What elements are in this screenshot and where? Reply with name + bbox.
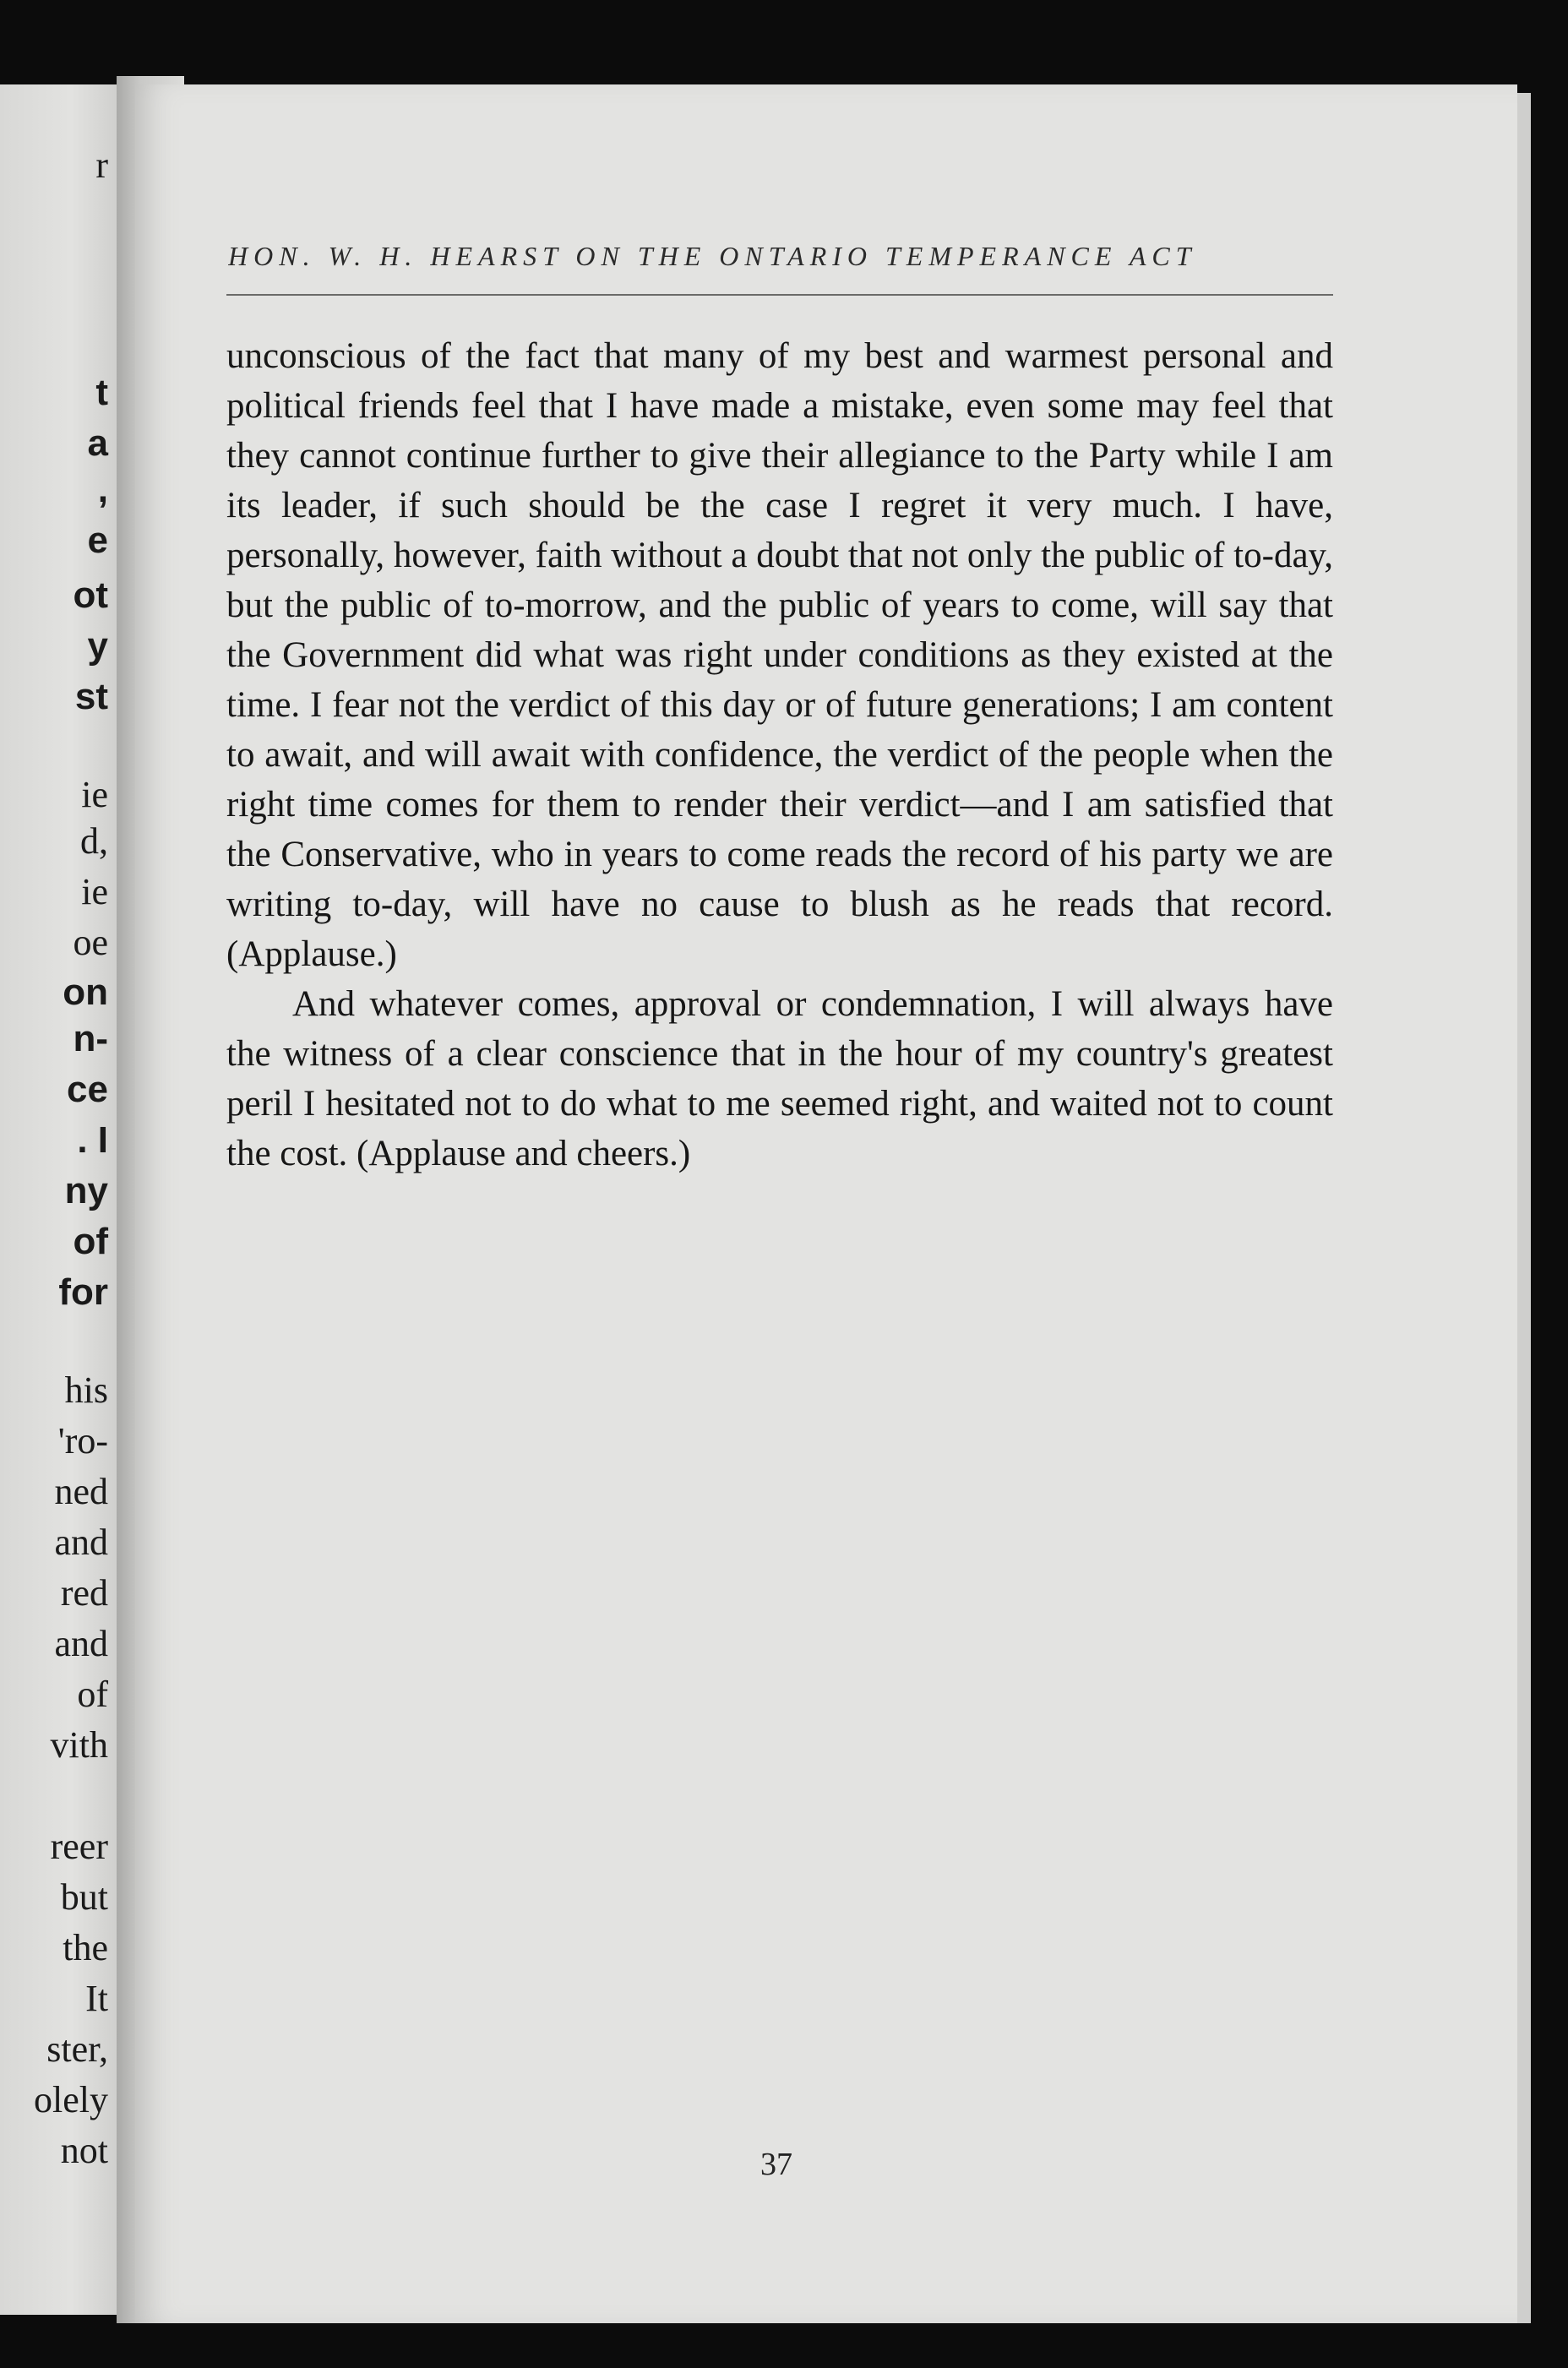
previous-page-line: and: [54, 1623, 108, 1664]
previous-page-line: e: [87, 520, 108, 561]
body-text: [226, 331, 1333, 1179]
previous-page-line: r: [95, 144, 108, 186]
previous-page-line: ned: [54, 1471, 108, 1512]
previous-page-line: ,: [97, 469, 108, 510]
previous-page-line: y: [87, 625, 108, 667]
previous-page-line: but: [60, 1876, 108, 1918]
page-edge: [1517, 93, 1531, 2323]
previous-page-line: ie: [81, 774, 108, 815]
previous-page-line: ster,: [46, 2028, 108, 2070]
previous-page-line: his: [64, 1369, 108, 1411]
running-head: HON. W. H. HEARST ON THE ONTARIO TEMPERANCE ACT: [228, 241, 1197, 271]
previous-page-fragment: [0, 84, 118, 2315]
previous-page-line: 'ro-: [57, 1420, 108, 1462]
previous-page-line: ny: [64, 1170, 108, 1211]
header-rule: [226, 294, 1333, 296]
previous-page-line: for: [58, 1271, 108, 1313]
previous-page-line: ie: [81, 871, 108, 912]
previous-page-line: ce: [67, 1069, 108, 1110]
previous-page-line: vith: [50, 1724, 108, 1766]
previous-page-line: reer: [50, 1826, 108, 1867]
previous-page-line: t: [95, 372, 108, 413]
previous-page-line: of: [73, 1221, 108, 1262]
previous-page-line: not: [60, 2130, 108, 2171]
previous-page-line: ot: [73, 574, 108, 616]
previous-page-line: It: [85, 1978, 108, 2019]
paragraph: And whatever comes, approval or condemnation, I will always have the witness of a clear conscience that in the hour of my country's greatest peril I hesitated not to do what to me seemed right, and waited not to count the cost. (Applause and cheers.): [226, 984, 1333, 1173]
previous-page-line: of: [77, 1674, 108, 1715]
previous-page-line: d,: [80, 820, 108, 862]
book-page: [135, 84, 1517, 2323]
page-number: 37: [760, 2147, 792, 2182]
previous-page-line: st: [74, 676, 108, 717]
previous-page-line: n-: [73, 1018, 108, 1059]
previous-page-line: olely: [34, 2079, 108, 2120]
paragraph: unconscious of the fact that many of my best and warmest personal and political friends feel that I have made a mistake, even some may feel that they cannot continue further to give their allegiance to the Party while I am its leader, if such should be the case I regret it very much. I have, personally, however, faith without a doubt that not only the public of to-day, but the public of to-morrow, and the public of years to come, will say that the Government did what was right under conditions as they existed at the time. I fear not the verdict of this day or of future generations; I am content to await, and will await with confidence, the verdict of the people when the right time comes for them to render their verdict—and I am satisfied that the Conservative, who in years to come reads the record of his party we are writing to-day, will have no cause to blush as he reads that record. (Applause.): [226, 336, 1333, 974]
previous-page-line: oe: [73, 922, 108, 963]
previous-page-line: a: [87, 422, 108, 464]
previous-page-line: and: [54, 1522, 108, 1563]
previous-page-line: on: [63, 972, 108, 1013]
previous-page-line: . I: [77, 1119, 108, 1161]
previous-page-line: the: [63, 1927, 108, 1968]
previous-page-line: red: [60, 1572, 108, 1614]
